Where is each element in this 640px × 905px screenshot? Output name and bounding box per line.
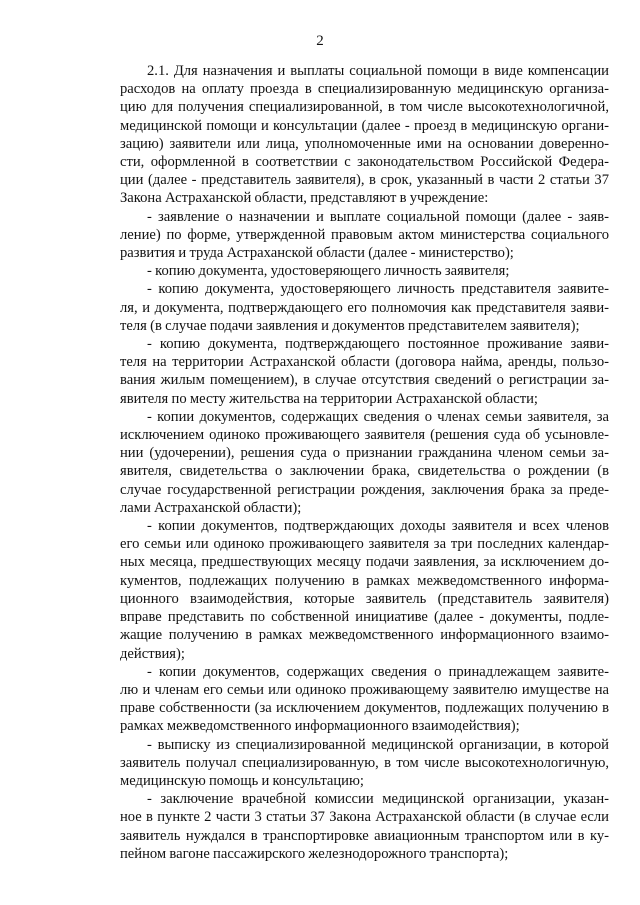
text-line: вправе представить по собственной инициативе (далее - документы, подле- [120, 609, 609, 626]
text-line: явителя по месту жительства на территории Астраханской области; [120, 390, 538, 407]
text-line: ля, и документа, подтверждающего его полномочия как представителя заяви- [120, 299, 609, 316]
text-line: нии (удочерении), решения суда о признании гражданина членом семьи за- [120, 445, 609, 462]
text-line: жащие получению в рамках межведомственного информационного взаимо- [120, 627, 609, 644]
paragraph [120, 335, 609, 408]
text-line: кументов, подлежащих получению в рамках межведомственного информа- [120, 572, 609, 589]
paragraph [120, 517, 609, 663]
text-line: 2.1. Для назначения и выплаты социальной помощи в виде компенсации [147, 63, 609, 79]
paragraph [120, 262, 609, 280]
paragraph [120, 408, 609, 517]
text-line: пейном вагоне пассажирского железнодорожного транспорта); [120, 845, 509, 862]
text-line: лами Астраханской области); [120, 499, 302, 516]
text-line: ции (далее - представитель заявителя), в срок, указанный в части 2 статьи 37 [120, 172, 609, 189]
text-line: ционного взаимодействия, которые заявитель (представитель заявителя) [120, 590, 609, 607]
text-line: вания жилым помещением), в случае отсутствия сведений о регистрации за- [120, 372, 609, 389]
text-line: Закона Астраханской области, представляют в учреждение: [120, 190, 489, 207]
text-line: теля (в случае подачи заявления и документов представителем заявителя); [120, 317, 580, 334]
text-line: ление) по форме, утвержденной правовым актом министерства социального [120, 226, 609, 243]
text-line: цию для получения специализированной, в том числе высокотехнологичной, [120, 99, 609, 116]
text-line: его семьи или одиноко проживающего заявителя за три последних календар- [120, 536, 609, 553]
text-line: зацию) заявители или лица, уполномоченные ими на основании доверенно- [120, 135, 609, 152]
text-line: праве собственности (за исключением документов, подлежащих получению в [120, 700, 609, 717]
text-line: - копию документа, удостоверяющего личность представителя заявите- [147, 281, 609, 298]
text-line: явителя, свидетельства о заключении брака, свидетельства о рождении (в [120, 463, 609, 480]
text-line: - заявление о назначении и выплате социальной помощи (далее - заяв- [147, 208, 609, 225]
text-line: - копию документа, удостоверяющего личность заявителя; [147, 263, 510, 280]
text-line: исключением одиноко проживающего заявителя (решения суда об усыновле- [120, 427, 609, 444]
text-line: - копии документов, содержащих сведения о принадлежащем заявите- [147, 663, 609, 680]
text-line: заявитель получал специализированную, в том числе высокотехнологичную, [120, 754, 609, 771]
text-line: - копии документов, содержащих сведения о членах семьи заявителя, за [147, 408, 609, 425]
paragraph [120, 663, 609, 736]
text-line: - копии документов, подтверждающих доходы заявителя и всех членов [147, 518, 609, 535]
paragraph [120, 62, 609, 208]
text-line: ных месяца, предшествующих месяцу подачи заявления, за исключением до- [120, 554, 609, 571]
text-line: расходов на оплату проезда в специализированную медицинскую организа- [120, 81, 609, 98]
document-body [120, 62, 609, 863]
text-line: ное в пункте 2 части 3 статьи 37 Закона Астраханской области (в случае если [120, 809, 609, 826]
text-line: сти, оформленной в соответствии с законодательством Российской Федера- [120, 154, 609, 171]
text-line: теля на территории Астраханской области (договора найма, аренды, пользо- [120, 354, 609, 371]
text-line: развития и труда Астраханской области (далее - министерство); [120, 245, 514, 262]
paragraph [120, 736, 609, 791]
paragraph [120, 790, 609, 863]
page-number: 2 [316, 33, 324, 49]
text-line: лю и членам его семьи или одиноко проживающему заявителю имуществе на [120, 681, 609, 698]
paragraph [120, 208, 609, 263]
text-line: медицинской помощи и консультации (далее - проезд в медицинскую органи- [120, 117, 609, 134]
paragraph [120, 280, 609, 335]
text-line: действия); [120, 645, 185, 662]
text-line: заявитель нуждался в транспортировке авиационным транспортом или в ку- [120, 827, 609, 844]
text-line: случае государственной регистрации рождения, заключения брака за преде- [120, 481, 609, 498]
text-line: - заключение врачебной комиссии медицинской организации, указан- [147, 791, 609, 808]
text-line: рамках межведомственного информационного взаимодействия); [120, 718, 520, 735]
text-line: - выписку из специализированной медицинской организации, в которой [147, 736, 609, 753]
text-line: - копию документа, подтверждающего постоянное проживание заяви- [147, 336, 609, 353]
text-line: медицинскую помощь и консультацию; [120, 772, 364, 789]
